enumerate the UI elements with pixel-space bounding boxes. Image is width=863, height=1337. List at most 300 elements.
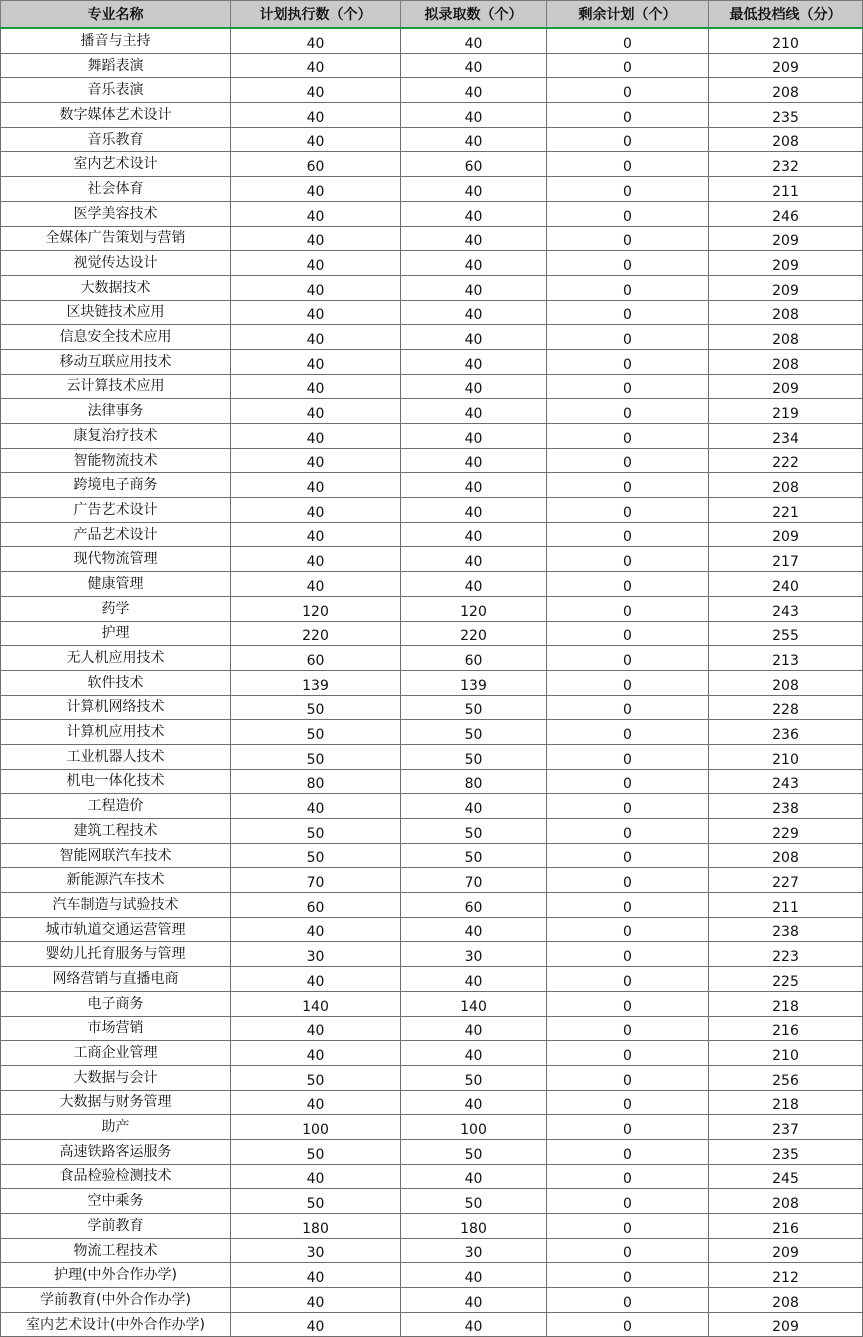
- cell-admitted-count: 40: [401, 1090, 547, 1115]
- cell-remaining-plan: 0: [547, 103, 709, 128]
- cell-planned-count: 50: [231, 1189, 401, 1214]
- cell-min-score: 209: [709, 522, 863, 547]
- cell-admitted-count: 40: [401, 201, 547, 226]
- table-row: [1, 177, 863, 202]
- cell-remaining-plan: 0: [547, 695, 709, 720]
- cell-admitted-count: 40: [401, 349, 547, 374]
- cell-remaining-plan: 0: [547, 917, 709, 942]
- cell-remaining-plan: 0: [547, 399, 709, 424]
- cell-admitted-count: 40: [401, 1312, 547, 1337]
- cell-planned-count: 40: [231, 547, 401, 572]
- header-min-score: 最低投档线（分）: [709, 1, 863, 29]
- cell-major-name: 机电一体化技术: [1, 769, 231, 794]
- cell-min-score: 208: [709, 843, 863, 868]
- cell-planned-count: 40: [231, 473, 401, 498]
- cell-admitted-count: 120: [401, 596, 547, 621]
- cell-major-name: 无人机应用技术: [1, 646, 231, 671]
- cell-admitted-count: 70: [401, 868, 547, 893]
- cell-min-score: 209: [709, 275, 863, 300]
- cell-remaining-plan: 0: [547, 424, 709, 449]
- table-row: [1, 1312, 863, 1337]
- table-row: [1, 399, 863, 424]
- cell-major-name: 助产: [1, 1115, 231, 1140]
- cell-remaining-plan: 0: [547, 1189, 709, 1214]
- cell-major-name: 播音与主持: [1, 28, 231, 53]
- cell-major-name: 大数据与财务管理: [1, 1090, 231, 1115]
- cell-remaining-plan: 0: [547, 1238, 709, 1263]
- cell-remaining-plan: 0: [547, 843, 709, 868]
- cell-major-name: 全媒体广告策划与营销: [1, 226, 231, 251]
- cell-min-score: 234: [709, 424, 863, 449]
- cell-min-score: 209: [709, 226, 863, 251]
- cell-major-name: 学前教育(中外合作办学): [1, 1288, 231, 1313]
- cell-remaining-plan: 0: [547, 300, 709, 325]
- cell-remaining-plan: 0: [547, 127, 709, 152]
- cell-admitted-count: 40: [401, 28, 547, 53]
- cell-remaining-plan: 0: [547, 53, 709, 78]
- table-row: [1, 868, 863, 893]
- cell-major-name: 护理: [1, 621, 231, 646]
- cell-planned-count: 180: [231, 1214, 401, 1239]
- cell-remaining-plan: 0: [547, 1090, 709, 1115]
- cell-admitted-count: 40: [401, 275, 547, 300]
- cell-admitted-count: 100: [401, 1115, 547, 1140]
- cell-major-name: 空中乘务: [1, 1189, 231, 1214]
- table-row: [1, 522, 863, 547]
- cell-min-score: 223: [709, 942, 863, 967]
- cell-planned-count: 60: [231, 152, 401, 177]
- cell-admitted-count: 180: [401, 1214, 547, 1239]
- cell-remaining-plan: 0: [547, 448, 709, 473]
- cell-admitted-count: 40: [401, 572, 547, 597]
- cell-min-score: 218: [709, 991, 863, 1016]
- cell-planned-count: 40: [231, 794, 401, 819]
- cell-planned-count: 30: [231, 1238, 401, 1263]
- cell-min-score: 227: [709, 868, 863, 893]
- cell-planned-count: 140: [231, 991, 401, 1016]
- table-row: [1, 349, 863, 374]
- cell-min-score: 229: [709, 819, 863, 844]
- cell-planned-count: 40: [231, 917, 401, 942]
- cell-remaining-plan: 0: [547, 1065, 709, 1090]
- cell-admitted-count: 40: [401, 1164, 547, 1189]
- table-row: [1, 424, 863, 449]
- cell-admitted-count: 30: [401, 942, 547, 967]
- cell-planned-count: 30: [231, 942, 401, 967]
- cell-planned-count: 50: [231, 819, 401, 844]
- cell-major-name: 智能网联汽车技术: [1, 843, 231, 868]
- cell-planned-count: 120: [231, 596, 401, 621]
- table-row: [1, 53, 863, 78]
- cell-remaining-plan: 0: [547, 794, 709, 819]
- cell-remaining-plan: 0: [547, 325, 709, 350]
- cell-major-name: 信息安全技术应用: [1, 325, 231, 350]
- cell-major-name: 跨境电子商务: [1, 473, 231, 498]
- cell-min-score: 209: [709, 374, 863, 399]
- table-row: [1, 1214, 863, 1239]
- cell-major-name: 大数据与会计: [1, 1065, 231, 1090]
- table-row: [1, 448, 863, 473]
- cell-major-name: 社会体育: [1, 177, 231, 202]
- cell-major-name: 市场营销: [1, 1016, 231, 1041]
- cell-remaining-plan: 0: [547, 473, 709, 498]
- cell-major-name: 健康管理: [1, 572, 231, 597]
- cell-admitted-count: 40: [401, 424, 547, 449]
- cell-planned-count: 40: [231, 78, 401, 103]
- cell-admitted-count: 40: [401, 177, 547, 202]
- cell-major-name: 广告艺术设计: [1, 498, 231, 523]
- cell-remaining-plan: 0: [547, 152, 709, 177]
- cell-planned-count: 50: [231, 720, 401, 745]
- cell-admitted-count: 40: [401, 498, 547, 523]
- cell-planned-count: 220: [231, 621, 401, 646]
- cell-planned-count: 40: [231, 498, 401, 523]
- cell-major-name: 计算机应用技术: [1, 720, 231, 745]
- cell-major-name: 汽车制造与试验技术: [1, 893, 231, 918]
- cell-admitted-count: 40: [401, 1288, 547, 1313]
- cell-remaining-plan: 0: [547, 1139, 709, 1164]
- cell-major-name: 工程造价: [1, 794, 231, 819]
- table-row: [1, 201, 863, 226]
- cell-major-name: 工业机器人技术: [1, 744, 231, 769]
- cell-admitted-count: 50: [401, 695, 547, 720]
- cell-admitted-count: 50: [401, 1189, 547, 1214]
- cell-min-score: 240: [709, 572, 863, 597]
- cell-min-score: 217: [709, 547, 863, 572]
- cell-admitted-count: 40: [401, 103, 547, 128]
- cell-admitted-count: 40: [401, 127, 547, 152]
- cell-admitted-count: 40: [401, 53, 547, 78]
- table-row: [1, 1189, 863, 1214]
- cell-planned-count: 60: [231, 646, 401, 671]
- cell-major-name: 区块链技术应用: [1, 300, 231, 325]
- cell-min-score: 219: [709, 399, 863, 424]
- cell-remaining-plan: 0: [547, 349, 709, 374]
- cell-planned-count: 40: [231, 53, 401, 78]
- cell-min-score: 245: [709, 1164, 863, 1189]
- cell-min-score: 238: [709, 917, 863, 942]
- cell-major-name: 移动互联应用技术: [1, 349, 231, 374]
- cell-remaining-plan: 0: [547, 769, 709, 794]
- cell-min-score: 243: [709, 596, 863, 621]
- cell-remaining-plan: 0: [547, 1288, 709, 1313]
- table-row: [1, 498, 863, 523]
- cell-admitted-count: 40: [401, 399, 547, 424]
- cell-planned-count: 40: [231, 967, 401, 992]
- cell-min-score: 255: [709, 621, 863, 646]
- cell-planned-count: 50: [231, 843, 401, 868]
- cell-major-name: 数字媒体艺术设计: [1, 103, 231, 128]
- table-row: [1, 251, 863, 276]
- cell-remaining-plan: 0: [547, 1041, 709, 1066]
- table-body: [1, 28, 863, 1337]
- cell-remaining-plan: 0: [547, 547, 709, 572]
- cell-major-name: 电子商务: [1, 991, 231, 1016]
- cell-remaining-plan: 0: [547, 498, 709, 523]
- table-row: [1, 942, 863, 967]
- table-row: [1, 1164, 863, 1189]
- cell-admitted-count: 40: [401, 448, 547, 473]
- cell-min-score: 216: [709, 1214, 863, 1239]
- cell-min-score: 208: [709, 1189, 863, 1214]
- cell-major-name: 室内艺术设计(中外合作办学): [1, 1312, 231, 1337]
- cell-major-name: 城市轨道交通运营管理: [1, 917, 231, 942]
- cell-min-score: 221: [709, 498, 863, 523]
- cell-planned-count: 40: [231, 424, 401, 449]
- table-row: [1, 646, 863, 671]
- cell-major-name: 法律事务: [1, 399, 231, 424]
- cell-admitted-count: 40: [401, 1263, 547, 1288]
- cell-remaining-plan: 0: [547, 893, 709, 918]
- cell-remaining-plan: 0: [547, 201, 709, 226]
- cell-major-name: 计算机网络技术: [1, 695, 231, 720]
- cell-min-score: 208: [709, 670, 863, 695]
- cell-min-score: 209: [709, 1312, 863, 1337]
- cell-min-score: 208: [709, 1288, 863, 1313]
- cell-planned-count: 40: [231, 251, 401, 276]
- cell-min-score: 208: [709, 473, 863, 498]
- cell-remaining-plan: 0: [547, 374, 709, 399]
- cell-major-name: 建筑工程技术: [1, 819, 231, 844]
- cell-major-name: 新能源汽车技术: [1, 868, 231, 893]
- cell-major-name: 护理(中外合作办学): [1, 1263, 231, 1288]
- cell-remaining-plan: 0: [547, 572, 709, 597]
- cell-min-score: 228: [709, 695, 863, 720]
- cell-planned-count: 40: [231, 177, 401, 202]
- cell-planned-count: 40: [231, 1263, 401, 1288]
- cell-min-score: 232: [709, 152, 863, 177]
- cell-min-score: 238: [709, 794, 863, 819]
- table-row: [1, 1139, 863, 1164]
- cell-planned-count: 100: [231, 1115, 401, 1140]
- cell-remaining-plan: 0: [547, 522, 709, 547]
- cell-major-name: 食品检验检测技术: [1, 1164, 231, 1189]
- cell-planned-count: 80: [231, 769, 401, 794]
- table-row: [1, 843, 863, 868]
- cell-min-score: 237: [709, 1115, 863, 1140]
- cell-admitted-count: 40: [401, 226, 547, 251]
- cell-admitted-count: 30: [401, 1238, 547, 1263]
- cell-min-score: 216: [709, 1016, 863, 1041]
- cell-admitted-count: 40: [401, 522, 547, 547]
- cell-admitted-count: 40: [401, 794, 547, 819]
- cell-remaining-plan: 0: [547, 78, 709, 103]
- cell-min-score: 211: [709, 893, 863, 918]
- cell-remaining-plan: 0: [547, 646, 709, 671]
- cell-planned-count: 40: [231, 572, 401, 597]
- cell-remaining-plan: 0: [547, 177, 709, 202]
- cell-admitted-count: 60: [401, 152, 547, 177]
- cell-remaining-plan: 0: [547, 251, 709, 276]
- cell-remaining-plan: 0: [547, 967, 709, 992]
- cell-planned-count: 60: [231, 893, 401, 918]
- cell-remaining-plan: 0: [547, 596, 709, 621]
- cell-planned-count: 40: [231, 1016, 401, 1041]
- table-row: [1, 1065, 863, 1090]
- header-row: [1, 1, 863, 29]
- cell-remaining-plan: 0: [547, 942, 709, 967]
- table-row: [1, 769, 863, 794]
- cell-admitted-count: 50: [401, 720, 547, 745]
- table-row: [1, 596, 863, 621]
- cell-planned-count: 50: [231, 695, 401, 720]
- cell-min-score: 209: [709, 53, 863, 78]
- cell-planned-count: 40: [231, 1164, 401, 1189]
- cell-min-score: 222: [709, 448, 863, 473]
- cell-min-score: 210: [709, 28, 863, 53]
- cell-min-score: 235: [709, 103, 863, 128]
- table-row: [1, 991, 863, 1016]
- cell-planned-count: 40: [231, 522, 401, 547]
- cell-remaining-plan: 0: [547, 28, 709, 53]
- table-row: [1, 967, 863, 992]
- cell-admitted-count: 50: [401, 1139, 547, 1164]
- header-remaining-plan: 剩余计划（个）: [547, 1, 709, 29]
- table-row: [1, 473, 863, 498]
- table-row: [1, 917, 863, 942]
- cell-remaining-plan: 0: [547, 226, 709, 251]
- cell-min-score: 209: [709, 251, 863, 276]
- cell-admitted-count: 50: [401, 819, 547, 844]
- table-row: [1, 1288, 863, 1313]
- cell-planned-count: 40: [231, 275, 401, 300]
- cell-planned-count: 40: [231, 201, 401, 226]
- cell-min-score: 225: [709, 967, 863, 992]
- cell-remaining-plan: 0: [547, 868, 709, 893]
- table-row: [1, 621, 863, 646]
- cell-major-name: 医学美容技术: [1, 201, 231, 226]
- header-planned-count: 计划执行数（个）: [231, 1, 401, 29]
- cell-remaining-plan: 0: [547, 621, 709, 646]
- cell-planned-count: 40: [231, 1312, 401, 1337]
- cell-major-name: 软件技术: [1, 670, 231, 695]
- cell-planned-count: 40: [231, 374, 401, 399]
- cell-planned-count: 40: [231, 300, 401, 325]
- cell-min-score: 208: [709, 300, 863, 325]
- cell-admitted-count: 50: [401, 843, 547, 868]
- cell-min-score: 213: [709, 646, 863, 671]
- header-major-name: 专业名称: [1, 1, 231, 29]
- cell-admitted-count: 40: [401, 967, 547, 992]
- cell-admitted-count: 40: [401, 473, 547, 498]
- cell-min-score: 218: [709, 1090, 863, 1115]
- cell-min-score: 209: [709, 1238, 863, 1263]
- cell-admitted-count: 40: [401, 300, 547, 325]
- header-admitted-count: 拟录取数（个）: [401, 1, 547, 29]
- table-row: [1, 794, 863, 819]
- cell-major-name: 音乐表演: [1, 78, 231, 103]
- table-row: [1, 572, 863, 597]
- table-row: [1, 1238, 863, 1263]
- cell-planned-count: 50: [231, 1065, 401, 1090]
- cell-admitted-count: 50: [401, 1065, 547, 1090]
- table-row: [1, 226, 863, 251]
- table-header: [1, 1, 863, 29]
- cell-min-score: 208: [709, 127, 863, 152]
- table-row: [1, 819, 863, 844]
- table-row: [1, 127, 863, 152]
- cell-major-name: 现代物流管理: [1, 547, 231, 572]
- cell-remaining-plan: 0: [547, 819, 709, 844]
- cell-remaining-plan: 0: [547, 670, 709, 695]
- cell-major-name: 学前教育: [1, 1214, 231, 1239]
- cell-admitted-count: 139: [401, 670, 547, 695]
- cell-major-name: 云计算技术应用: [1, 374, 231, 399]
- cell-min-score: 208: [709, 78, 863, 103]
- cell-min-score: 210: [709, 1041, 863, 1066]
- cell-min-score: 243: [709, 769, 863, 794]
- table-row: [1, 744, 863, 769]
- cell-admitted-count: 40: [401, 1016, 547, 1041]
- table-row: [1, 1115, 863, 1140]
- table-row: [1, 893, 863, 918]
- cell-remaining-plan: 0: [547, 1115, 709, 1140]
- table-row: [1, 103, 863, 128]
- table-row: [1, 695, 863, 720]
- cell-planned-count: 40: [231, 1288, 401, 1313]
- cell-major-name: 物流工程技术: [1, 1238, 231, 1263]
- cell-major-name: 高速铁路客运服务: [1, 1139, 231, 1164]
- table-row: [1, 275, 863, 300]
- cell-major-name: 工商企业管理: [1, 1041, 231, 1066]
- table-row: [1, 374, 863, 399]
- cell-min-score: 256: [709, 1065, 863, 1090]
- cell-planned-count: 50: [231, 1139, 401, 1164]
- cell-major-name: 康复治疗技术: [1, 424, 231, 449]
- cell-major-name: 室内艺术设计: [1, 152, 231, 177]
- cell-planned-count: 40: [231, 226, 401, 251]
- cell-admitted-count: 60: [401, 893, 547, 918]
- cell-remaining-plan: 0: [547, 1312, 709, 1337]
- cell-remaining-plan: 0: [547, 1016, 709, 1041]
- table-row: [1, 300, 863, 325]
- cell-planned-count: 40: [231, 399, 401, 424]
- cell-major-name: 产品艺术设计: [1, 522, 231, 547]
- table-row: [1, 1090, 863, 1115]
- cell-remaining-plan: 0: [547, 991, 709, 1016]
- cell-remaining-plan: 0: [547, 1164, 709, 1189]
- cell-planned-count: 40: [231, 28, 401, 53]
- cell-remaining-plan: 0: [547, 1214, 709, 1239]
- cell-major-name: 网络营销与直播电商: [1, 967, 231, 992]
- cell-min-score: 210: [709, 744, 863, 769]
- table-row: [1, 547, 863, 572]
- cell-min-score: 235: [709, 1139, 863, 1164]
- cell-remaining-plan: 0: [547, 275, 709, 300]
- cell-min-score: 211: [709, 177, 863, 202]
- cell-admitted-count: 60: [401, 646, 547, 671]
- cell-min-score: 236: [709, 720, 863, 745]
- cell-major-name: 视觉传达设计: [1, 251, 231, 276]
- cell-remaining-plan: 0: [547, 744, 709, 769]
- cell-planned-count: 139: [231, 670, 401, 695]
- cell-planned-count: 40: [231, 1041, 401, 1066]
- table-row: [1, 1016, 863, 1041]
- cell-admitted-count: 140: [401, 991, 547, 1016]
- cell-admitted-count: 40: [401, 917, 547, 942]
- cell-admitted-count: 40: [401, 325, 547, 350]
- cell-planned-count: 70: [231, 868, 401, 893]
- cell-min-score: 246: [709, 201, 863, 226]
- cell-min-score: 212: [709, 1263, 863, 1288]
- cell-admitted-count: 40: [401, 547, 547, 572]
- cell-planned-count: 50: [231, 744, 401, 769]
- table-row: [1, 670, 863, 695]
- cell-remaining-plan: 0: [547, 1263, 709, 1288]
- cell-min-score: 208: [709, 349, 863, 374]
- cell-major-name: 音乐教育: [1, 127, 231, 152]
- cell-admitted-count: 40: [401, 78, 547, 103]
